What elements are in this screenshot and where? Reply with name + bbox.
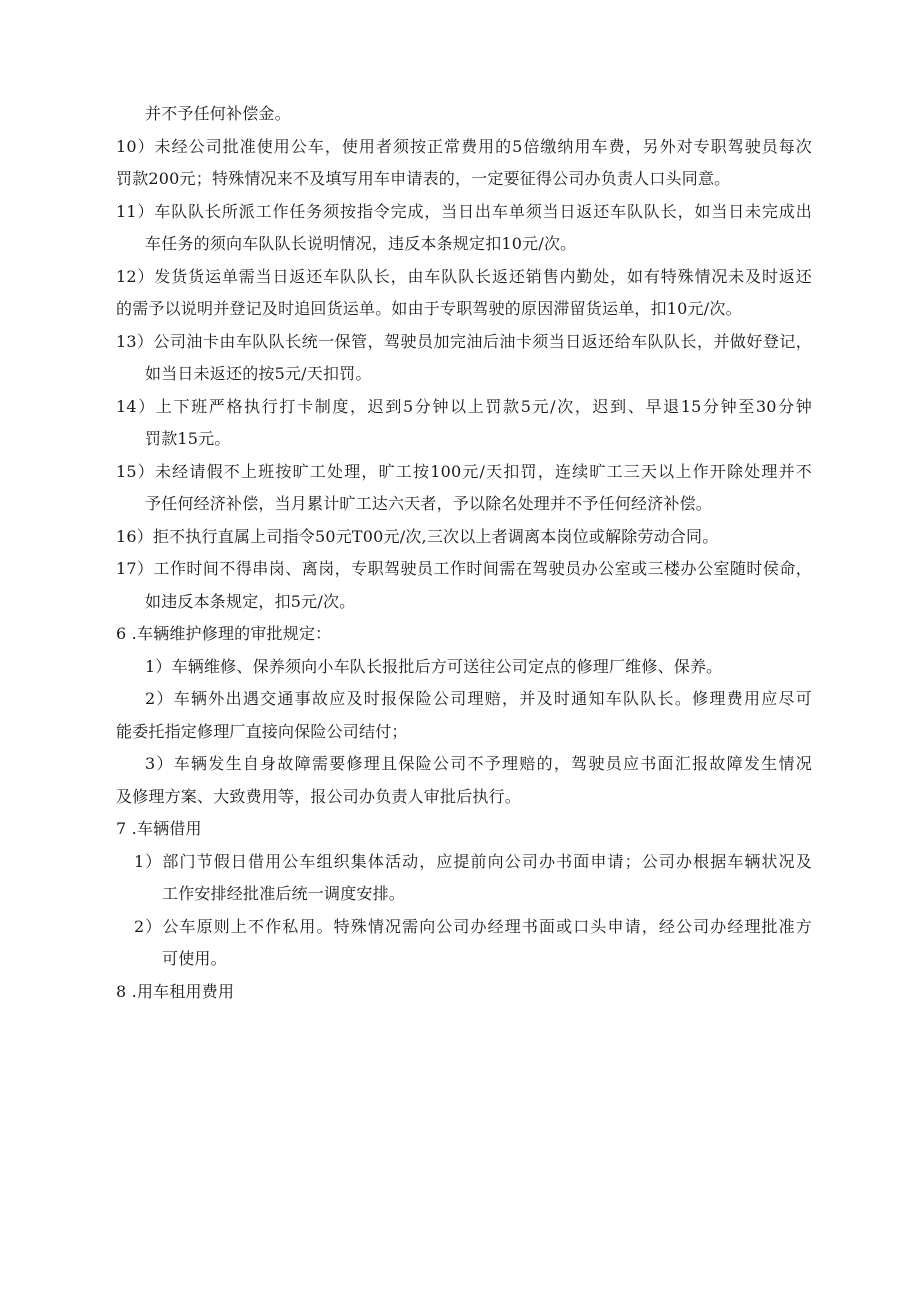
text-line-13: 予任何经济补偿，当月累计旷工达六天者，予以除名处理并不予任何经济补偿。 [145,494,713,513]
text-line-1: 并不予任何补偿金。 [145,104,291,123]
text-line-11: 罚款15元。 [145,429,231,448]
text-line-2: 10）未经公司批准使用公车，使用者须按正常费用的5倍缴纳用车费，另外对专职驾驶员每次 [116,137,812,156]
text-line-25: 工作安排经批准后统一调度安排。 [162,884,406,903]
text-line-21: 3）车辆发生自身故障需要修理且保险公司不予理赔的，驾驶员应书面汇报故障发生情况 [145,754,812,773]
text-line-6: 12）发货货运单需当日返还车队队长，由车队队长返还销售内勤处，如有特殊情况未及时返还 [116,267,812,286]
text-line-12: 15）未经请假不上班按旷工处理，旷工按100元/天扣罚，连续旷工三天以上作开除处理并不 [116,462,812,481]
text-line-16: 如违反本条规定，扣5元/次。 [145,592,356,611]
text-line-7: 的需予以说明并登记及时追回货运单。如由于专职驾驶的原因滞留货运单，扣10元/次。 [116,299,742,318]
text-line-27: 可使用。 [162,949,227,968]
text-line-3: 罚款200元；特殊情况来不及填写用车申请表的，一定要征得公司办负责人口头同意。 [116,169,731,188]
text-line-8: 13）公司油卡由车队队长统一保管，驾驶员加完油后油卡须当日返还给车队队长，并做好登记， [116,332,812,351]
section-heading-8: 8 .用车租用费用 [116,982,235,1001]
text-line-14: 16）拒不执行直属上司指令50元T00元/次,三次以上者调离本岗位或解除劳动合同。 [116,527,719,546]
section-heading-6: 6 .车辆维护修理的审批规定： [116,624,332,643]
text-line-5: 车任务的须向车队队长说明情况，违反本条规定扣10元/次。 [145,234,577,253]
section-heading-7: 7 .车辆借用 [116,819,202,838]
text-line-22: 及修理方案、大致费用等，报公司办负责人审批后执行。 [116,787,522,806]
text-line-18: 1）车辆维修、保养须向小车队长报批后方可送往公司定点的修理厂维修、保养。 [145,657,723,676]
text-line-9: 如当日未返还的按5元/天扣罚。 [145,364,372,383]
text-line-20: 能委托指定修理厂直接向保险公司结付； [116,722,408,741]
text-line-4: 11）车队队长所派工作任务须按指令完成，当日出车单须当日返还车队队长，如当日未完成出 [116,202,812,221]
text-line-10: 14）上下班严格执行打卡制度，迟到5分钟以上罚款5元/次，迟到、早退15分钟至30分钟 [116,397,812,416]
text-line-26: 2）公车原则上不作私用。特殊情况需向公司办经理书面或口头申请，经公司办经理批准方 [134,917,812,936]
text-line-15: 17）工作时间不得串岗、离岗，专职驾驶员工作时间需在驾驶员办公室或三楼办公室随时侯命， [116,559,812,578]
text-line-24: 1）部门节假日借用公车组织集体活动，应提前向公司办书面申请；公司办根据车辆状况及 [134,852,812,871]
text-line-19: 2）车辆外出遇交通事故应及时报保险公司理赔，并及时通知车队队长。修理费用应尽可 [145,689,812,708]
